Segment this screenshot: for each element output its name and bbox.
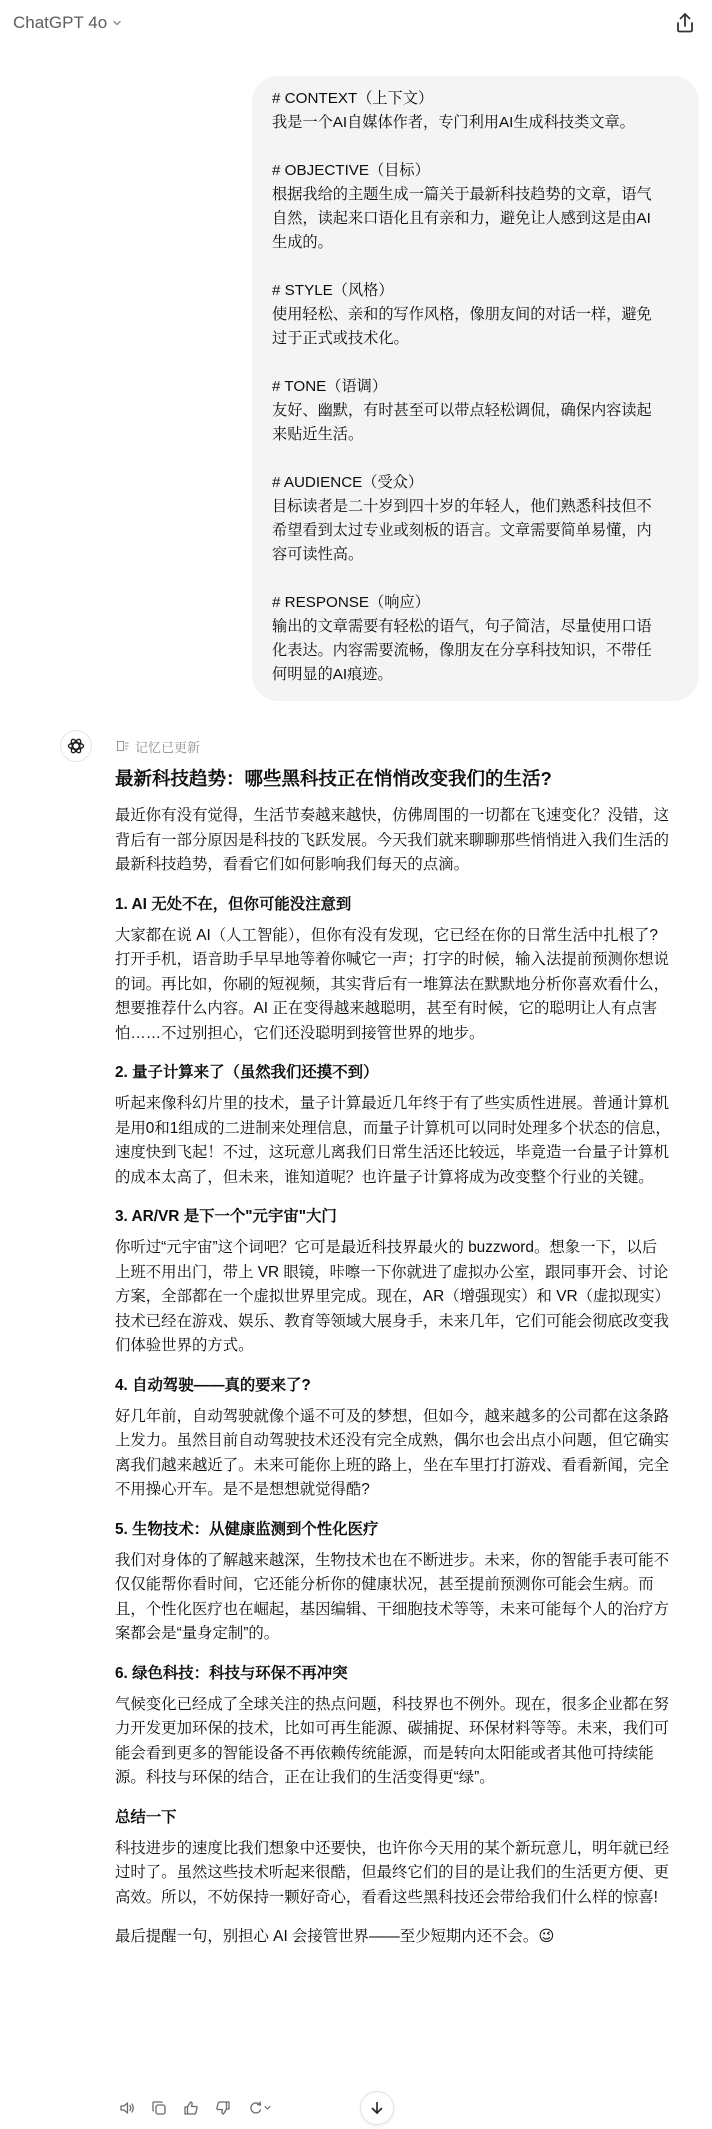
user-message-line: 使用轻松、亲和的写作风格，像朋友间的对话一样，避免 — [272, 306, 652, 323]
section-line: 听起来像科幻片里的技术，量子计算最近几年终于有了些实质性进展。普通计算机 — [115, 1095, 670, 1112]
scroll-to-bottom-button[interactable] — [360, 2091, 394, 2125]
user-message-section — [272, 375, 679, 447]
user-message-heading: # AUDIENCE（受众） — [272, 474, 424, 491]
user-message-section — [272, 591, 679, 687]
regenerate-button[interactable] — [245, 2098, 275, 2118]
section-heading: 3. AR/VR 是下一个"元宇宙"大门 — [115, 1208, 337, 1225]
user-message-bubble — [252, 76, 699, 701]
memory-icon — [116, 739, 130, 753]
section-line: 我们对身体的了解越来越深，生物技术也在不断进步。未来，你的智能手表可能不 — [115, 1551, 670, 1569]
user-message-section — [272, 87, 679, 135]
copy-icon — [150, 2099, 168, 2117]
regenerate-icon — [246, 2099, 274, 2117]
section-line: 仅仅能帮你看时间，它还能分析你的健康状况，甚至提前预测你可能会生病。而 — [115, 1576, 654, 1593]
section-heading: 2. 量子计算来了（虽然我们还摸不到） — [115, 1064, 379, 1081]
user-message-line: 希望看到太过专业或刻板的语言。文章需要简单易懂，内 — [272, 522, 652, 539]
section-line: 离我们越来越近了。未来可能你上班的路上，坐在车里打打游戏、看看新闻，完全 — [115, 1456, 670, 1474]
user-message-section — [272, 159, 679, 255]
section-line: 源。科技与环保的结合，正在让我们的生活变得更“绿”。 — [115, 1769, 495, 1786]
user-message-line: 目标读者是二十岁到四十岁的年轻人，他们熟悉科技但不 — [272, 498, 652, 515]
user-message-heading: # RESPONSE（响应） — [272, 594, 430, 611]
answer-sections — [115, 893, 695, 1911]
section-line: 过时了。虽然这些技术听起来很酷，但最终它们的目的是让我们的生活更方便、更 — [115, 1864, 670, 1881]
section-body — [115, 1092, 695, 1190]
section-heading: 4. 自动驾驶——真的要来了? — [115, 1376, 311, 1394]
section-heading: 1. AI 无处不在，但你可能没注意到 — [115, 895, 352, 913]
section-body — [115, 1405, 695, 1503]
intro-line: 最近你有没有觉得，生活节奏越来越快，仿佛周围的一切都在飞速变化？没错，这 — [115, 807, 670, 824]
speaker-icon — [118, 2099, 136, 2117]
section-body — [115, 1693, 695, 1791]
section-heading: 总结一下 — [115, 1808, 177, 1826]
section-body — [115, 1837, 695, 1911]
model-selector[interactable] — [13, 12, 123, 34]
arrow-down-icon — [369, 2100, 385, 2116]
section-body — [115, 924, 695, 1047]
user-message-line: 自然，读起来口语化且有亲和力，避免让人感到这是由AI — [272, 210, 651, 227]
section-heading: 5. 生物技术：从健康监测到个性化医疗 — [115, 1520, 379, 1538]
top-bar — [0, 0, 712, 46]
openai-logo-icon — [66, 736, 86, 756]
section-line: 技术已经在游戏、娱乐、教育等领域大展身手，未来几年，它们可能会彻底改变我 — [115, 1312, 670, 1330]
user-message-line: 过于正式或技术化。 — [272, 330, 409, 347]
section-line: 案都会是“量身定制”的。 — [115, 1625, 280, 1642]
share-button[interactable] — [672, 10, 698, 36]
answer-closing: 最后提醒一句，别担心 AI 会接管世界——至少短期内还不会。😉 — [115, 1928, 555, 1945]
section-line: 上发力。虽然目前自动驾驶技术还没有完全成熟，偶尔也会出点小问题，但它确实 — [115, 1432, 670, 1449]
assistant-avatar — [60, 730, 92, 762]
message-actions — [117, 2096, 275, 2120]
user-message-line: 来贴近生活。 — [272, 426, 364, 443]
user-message-section — [272, 471, 679, 567]
section-line: 怕……不过别担心，它们还没聪明到接管世界的地步。 — [115, 1024, 485, 1042]
user-message-line: 我是一个AI自媒体作者，专门利用AI生成科技类文章。 — [272, 114, 635, 131]
section-body — [115, 1549, 695, 1647]
share-icon — [672, 10, 698, 36]
section-line: 想要推荐什么内容。AI 正在变得越来越聪明，甚至有时候，它的聪明让人有点害 — [115, 1000, 658, 1017]
section-line: 的成本太高了，但未来，谁知道呢？也许量子计算将成为改变整个行业的关键。 — [115, 1168, 654, 1186]
section-line: 的词。再比如，你刷的短视频，其实背后有一堆算法在默默地分析你喜欢看什么， — [115, 975, 670, 993]
section-line: 力开发更加环保的技术，比如可再生能源、碳捕捉、环保材料等等。未来，我们可 — [115, 1720, 670, 1737]
thumbs-down-icon — [214, 2099, 232, 2117]
section-line: 上班不用出门，带上 VR 眼镜，咔嚓一下你就进了虚拟办公室，跟同事开会、讨论 — [115, 1263, 669, 1281]
memory-updated-label: 记忆已更新 — [135, 739, 201, 755]
user-message-heading: # CONTEXT（上下文） — [272, 90, 434, 107]
user-message-line: 何明显的AI痕迹。 — [272, 666, 393, 683]
answer-intro — [115, 804, 695, 878]
user-message-heading: # STYLE（风格） — [272, 282, 394, 299]
copy-button[interactable] — [149, 2098, 169, 2118]
section-line: 高效。所以，不妨保持一颗好奇心，看看这些黑科技还会带给我们什么样的惊喜! — [115, 1888, 658, 1906]
section-line: 们体验世界的方式。 — [115, 1337, 254, 1354]
user-message-heading: # TONE（语调） — [272, 378, 388, 395]
section-heading: 6. 绿色科技：科技与环保不再冲突 — [115, 1664, 348, 1682]
section-line: 气候变化已经成了全球关注的热点问题，科技界也不例外。现在，很多企业都在努 — [115, 1695, 670, 1713]
user-message-line: 化表达。内容需要流畅，像朋友在分享科技知识，不带任 — [272, 642, 652, 659]
section-line: 速度快到飞起！不过，这玩意儿离我们日常生活还比较远，毕竟造一台量子计算机 — [115, 1144, 670, 1161]
thumbs-up-button[interactable] — [181, 2098, 201, 2118]
user-message-heading: # OBJECTIVE（目标） — [272, 162, 430, 179]
section-line: 好几年前，自动驾驶就像个遥不可及的梦想，但如今，越来越多的公司都在这条路 — [115, 1407, 670, 1425]
user-message-line: 友好、幽默，有时甚至可以带点轻松调侃，确保内容读起 — [272, 402, 652, 419]
section-line: 科技进步的速度比我们想象中还要快，也许你今天用的某个新玩意儿，明年就已经 — [115, 1839, 670, 1857]
section-line: 你听过“元宇宙”这个词吧？它可是最近科技界最火的 buzzword。想象一下，以后 — [115, 1239, 658, 1256]
section-line: 大家都在说 AI（人工智能），但你有没有发现，它已经在你的日常生活中扎根了? — [115, 926, 658, 944]
assistant-message — [115, 765, 695, 1965]
intro-line: 最新科技趋势，看看它们如何影响我们每天的点滴。 — [115, 856, 469, 873]
user-message-line: 输出的文章需要有轻松的语气，句子简洁，尽量使用口语 — [272, 618, 652, 635]
user-message-line: 生成的。 — [272, 234, 333, 251]
memory-updated-note[interactable] — [116, 736, 200, 756]
section-line: 不用操心开车。是不是想想就觉得酷? — [115, 1481, 370, 1498]
chevron-down-icon — [111, 17, 123, 29]
intro-line: 背后有一部分原因是科技的飞跃发展。今天我们就来聊聊那些悄悄进入我们生活的 — [115, 831, 670, 849]
model-label: ChatGPT 4o — [13, 13, 108, 32]
section-line: 方案，全部都在一个虚拟世界里完成。现在，AR（增强现实）和 VR（虚拟现实） — [115, 1288, 670, 1305]
answer-title: 最新科技趋势：哪些黑科技正在悄悄改变我们的生活? — [115, 768, 552, 789]
user-message-section — [272, 279, 679, 351]
user-message-line: 容可读性高。 — [272, 546, 364, 563]
section-body — [115, 1236, 695, 1359]
read-aloud-button[interactable] — [117, 2098, 137, 2118]
section-line: 能会看到更多的智能设备不再依赖传统能源，而是转向太阳能或者其他可持续能 — [115, 1744, 654, 1762]
section-line: 打开手机，语音助手早早地等着你喊它一声；打字的时候，输入法提前预测你想说 — [115, 951, 670, 968]
section-line: 且，个性化医疗也在崛起，基因编辑、干细胞技术等等，未来可能每个人的治疗方 — [115, 1600, 670, 1618]
user-message-line: 根据我给的主题生成一篇关于最新科技趋势的文章，语气 — [272, 186, 652, 203]
section-line: 是用0和1组成的二进制来处理信息，而量子计算机可以同时处理多个状态的信息， — [115, 1119, 671, 1137]
thumbs-up-icon — [182, 2099, 200, 2117]
thumbs-down-button[interactable] — [213, 2098, 233, 2118]
